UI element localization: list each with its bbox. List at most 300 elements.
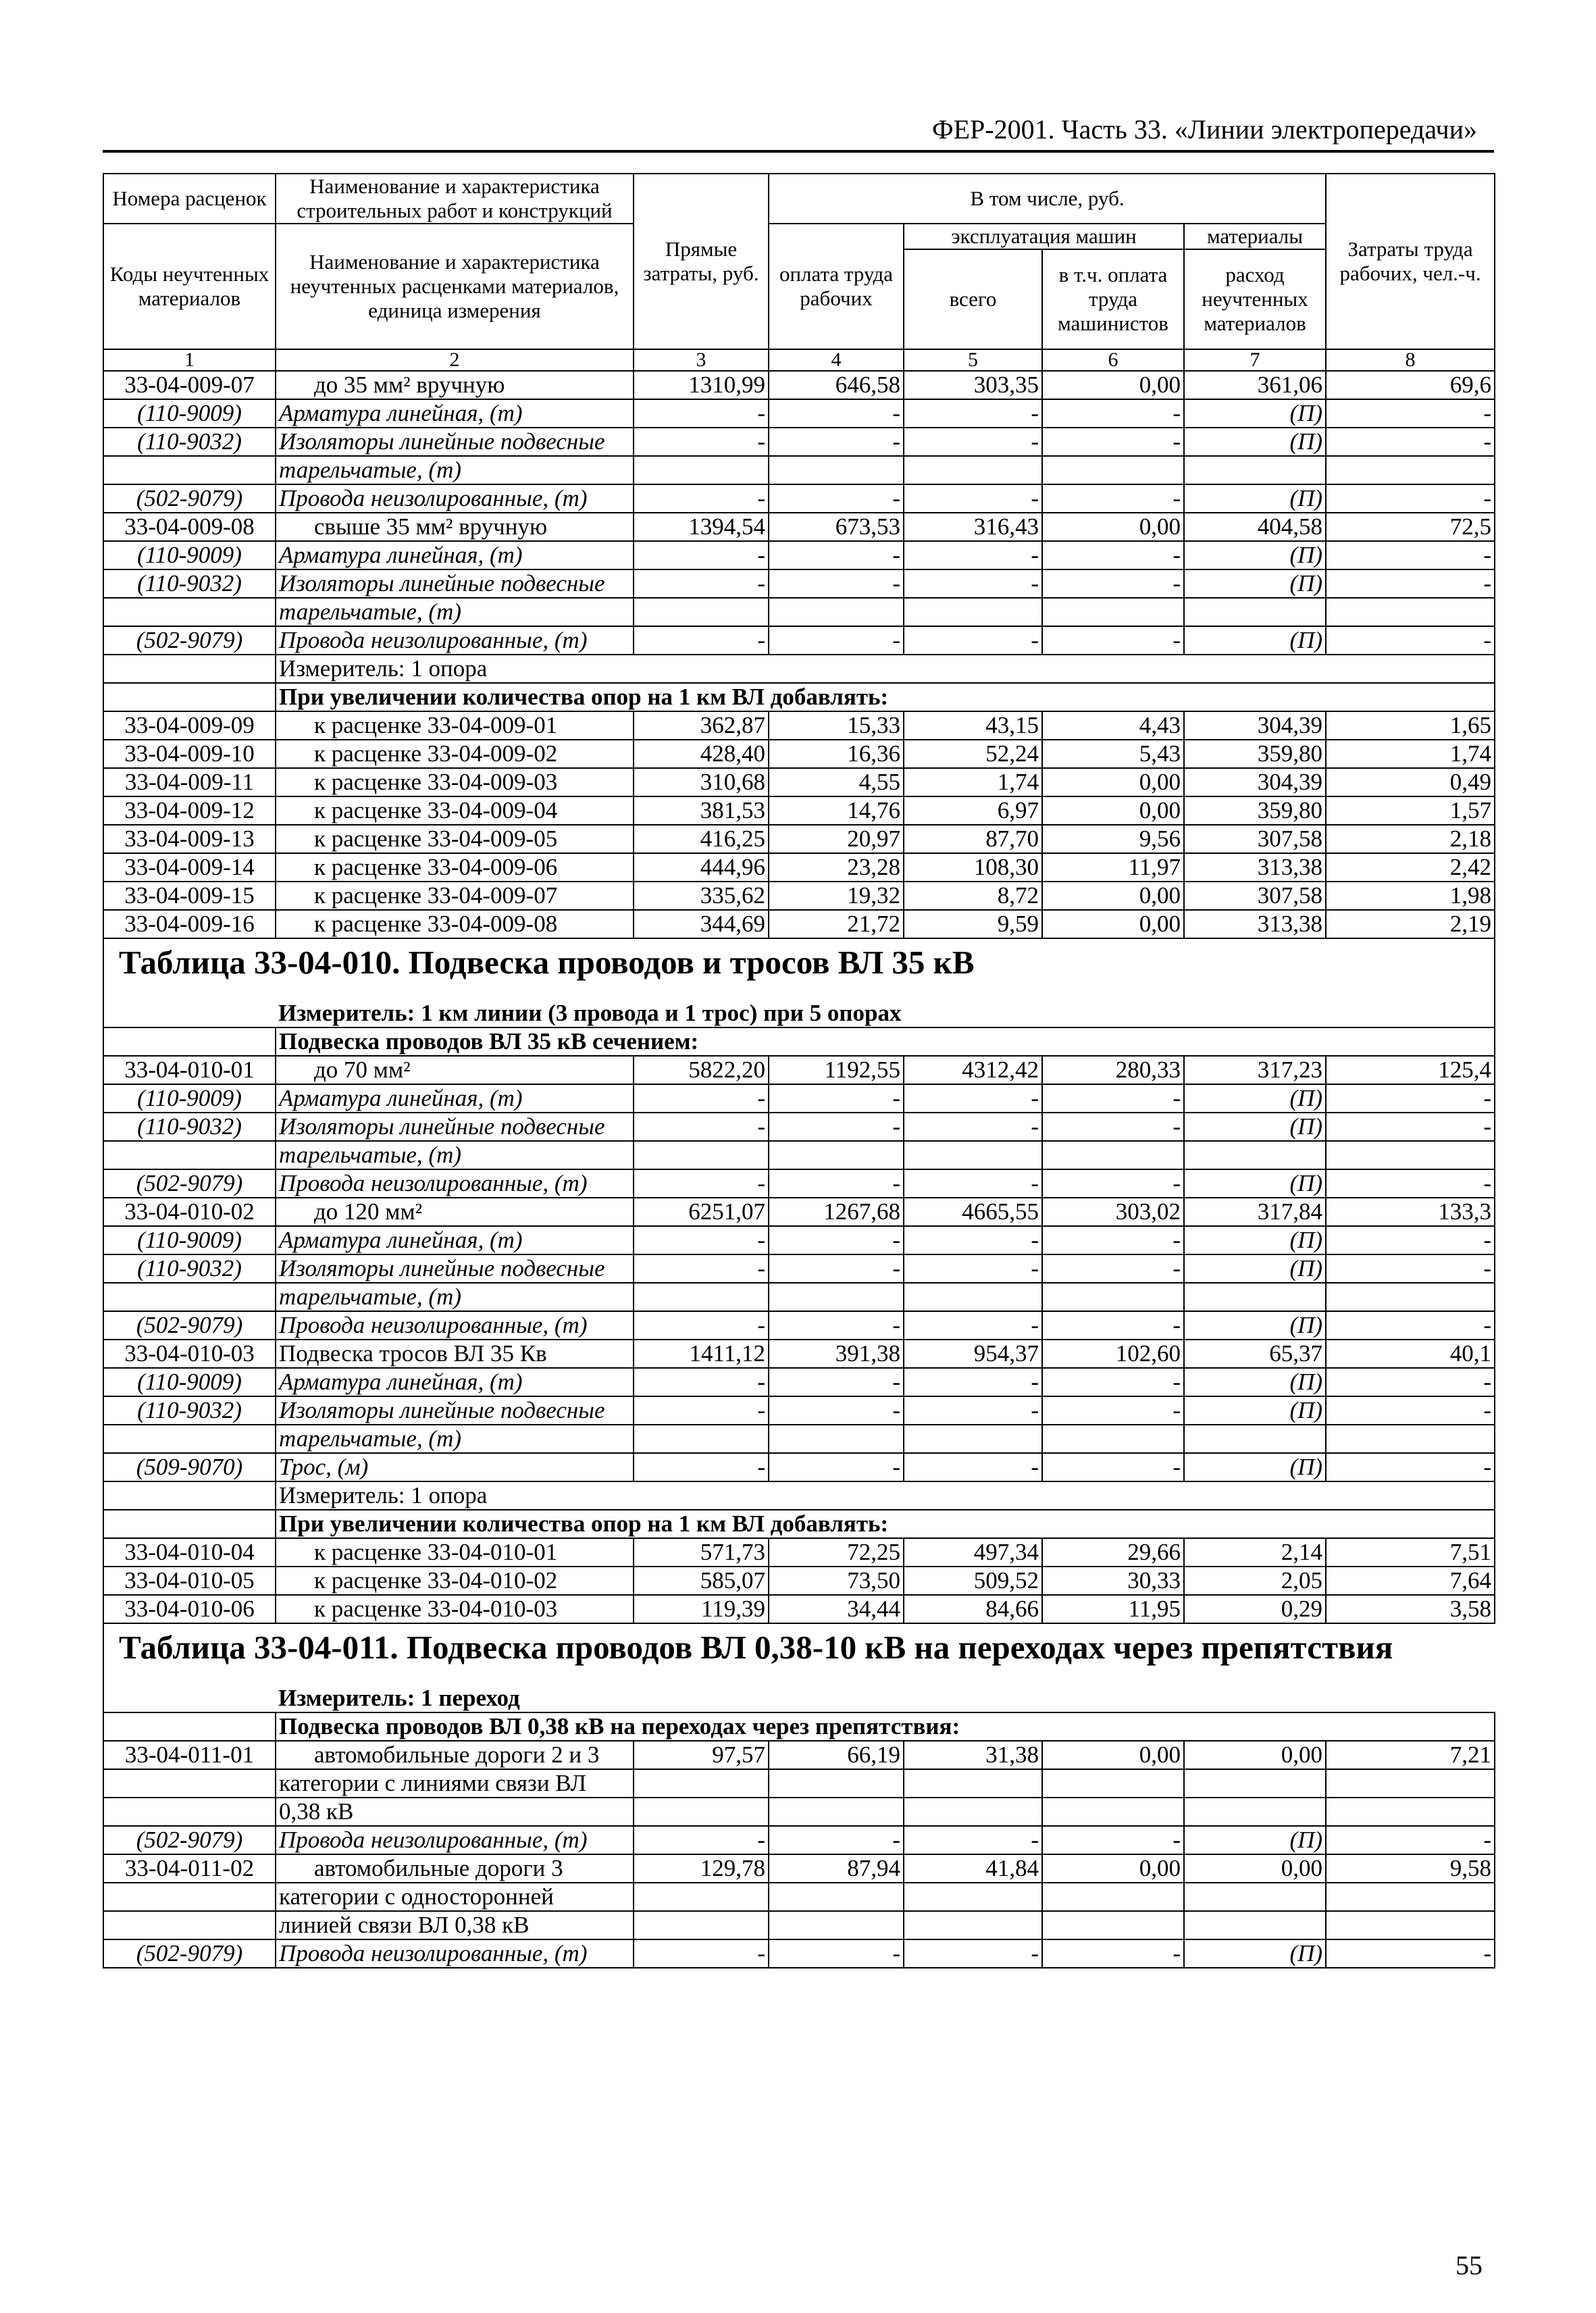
col-head-labor-cost: Затраты труда рабочих, чел.-ч. (1326, 174, 1495, 349)
materials-cost: 307,58 (1184, 825, 1326, 853)
material-flag: (П) (1184, 1113, 1326, 1141)
rate-name-cont: категории с линиями связи ВЛ (276, 1769, 634, 1798)
rate-code: 33-04-010-01 (103, 1056, 276, 1084)
rate-code: 33-04-011-02 (103, 1854, 276, 1883)
material-row (103, 1453, 1495, 1481)
material-flag: (П) (1184, 1254, 1326, 1283)
rate-name: к расценке 33-04-009-03 (276, 768, 634, 796)
material-name: Провода неизолированные, (т) (276, 1169, 634, 1198)
table-row (103, 853, 1495, 882)
labor-hours: 3,58 (1326, 1595, 1495, 1623)
labor-pay: 673,53 (769, 513, 904, 541)
machines-total: 108,30 (904, 853, 1042, 882)
materials-cost: 361,06 (1184, 371, 1326, 399)
rate-code: 33-04-009-12 (103, 796, 276, 825)
dash: - (769, 1311, 904, 1340)
table-row (103, 882, 1495, 910)
col-head-direct: Прямые затраты, руб. (634, 174, 769, 349)
material-row (103, 1826, 1495, 1854)
machinists-pay: 9,56 (1042, 825, 1184, 853)
table-title: Таблица 33-04-011. Подвеска проводов ВЛ 0,38-10 кВ на переходах через препятствия (103, 1623, 1495, 1685)
table-row (103, 1056, 1495, 1084)
dash: - (634, 1368, 769, 1396)
measurement-unit: Измеритель: 1 опора (276, 655, 1495, 683)
col-head-name-bottom: Наименование и характеристика неучтенных расценками материалов, единица измерения (276, 224, 634, 349)
table-row (103, 740, 1495, 768)
direct-cost: 5822,20 (634, 1056, 769, 1084)
dash: - (1326, 1311, 1495, 1340)
dash: - (1326, 1939, 1495, 1968)
dash: - (904, 626, 1042, 655)
material-row (103, 1939, 1495, 1968)
table-row (103, 1595, 1495, 1623)
dash: - (1326, 1396, 1495, 1425)
material-code: (502-9079) (103, 1826, 276, 1854)
labor-pay: 73,50 (769, 1567, 904, 1595)
direct-cost: 335,62 (634, 882, 769, 910)
dash: - (769, 1396, 904, 1425)
rate-name: к расценке 33-04-009-02 (276, 740, 634, 768)
labor-pay: 72,25 (769, 1538, 904, 1567)
materials-cost: 317,23 (1184, 1056, 1326, 1084)
table-row (103, 1198, 1495, 1226)
machines-total: 497,34 (904, 1538, 1042, 1567)
materials-cost: 304,39 (1184, 711, 1326, 740)
material-name: Провода неизолированные, (т) (276, 484, 634, 513)
dash: - (769, 541, 904, 569)
rate-code: 33-04-010-06 (103, 1595, 276, 1623)
dash: - (1326, 1453, 1495, 1481)
material-flag: (П) (1184, 1084, 1326, 1113)
direct-cost: 381,53 (634, 796, 769, 825)
machinists-pay: 0,00 (1042, 371, 1184, 399)
direct-cost: 1411,12 (634, 1340, 769, 1368)
labor-hours: 1,74 (1326, 740, 1495, 768)
col-head-code-top: Номера расценок (103, 174, 276, 224)
dash: - (1042, 1396, 1184, 1425)
materials-cost: 359,80 (1184, 740, 1326, 768)
material-name: Трос, (м) (276, 1453, 634, 1481)
machinists-pay: 11,97 (1042, 853, 1184, 882)
section-heading: Подвеска проводов ВЛ 35 кВ сечением: (276, 1027, 1495, 1056)
dash: - (1042, 1368, 1184, 1396)
measurement-unit: Измеритель: 1 опора (276, 1481, 1495, 1510)
labor-pay: 4,55 (769, 768, 904, 796)
dash: - (1042, 1826, 1184, 1854)
dash: - (904, 1113, 1042, 1141)
materials-cost: 313,38 (1184, 853, 1326, 882)
material-name: Провода неизолированные, (т) (276, 1826, 634, 1854)
rate-code: 33-04-010-02 (103, 1198, 276, 1226)
dash: - (634, 1169, 769, 1198)
materials-cost: 65,37 (1184, 1340, 1326, 1368)
labor-pay: 21,72 (769, 910, 904, 938)
rate-code: 33-04-009-15 (103, 882, 276, 910)
labor-pay: 20,97 (769, 825, 904, 853)
labor-hours: 7,51 (1326, 1538, 1495, 1567)
material-code: (110-9009) (103, 541, 276, 569)
materials-cost: 0,00 (1184, 1741, 1326, 1769)
dash: - (904, 1226, 1042, 1254)
machines-total: 52,24 (904, 740, 1042, 768)
rate-name: к расценке 33-04-009-06 (276, 853, 634, 882)
materials-cost: 304,39 (1184, 768, 1326, 796)
material-code: (502-9079) (103, 484, 276, 513)
measurement-text: Измеритель: 1 км линии (3 провода и 1 трос) при 5 опорах (278, 1000, 902, 1026)
dash: - (1326, 1084, 1495, 1113)
material-code: (110-9032) (103, 569, 276, 598)
measurement-unit (276, 1685, 1495, 1712)
rate-name: к расценке 33-04-010-03 (276, 1595, 634, 1623)
dash: - (634, 1939, 769, 1968)
material-name-cont: тарельчатые, (т) (276, 456, 634, 484)
labor-pay: 87,94 (769, 1854, 904, 1883)
rate-code: 33-04-010-04 (103, 1538, 276, 1567)
material-row (103, 1254, 1495, 1283)
material-name-cont: тарельчатые, (т) (276, 598, 634, 626)
col-head-materials-sub: расход неучтенных материалов (1184, 249, 1326, 349)
section-heading: При увеличении количества опор на 1 км ВЛ добавлять: (276, 683, 1495, 711)
col-number: 2 (276, 349, 634, 371)
material-name: Провода неизолированные, (т) (276, 1311, 634, 1340)
material-flag: (П) (1184, 428, 1326, 456)
direct-cost: 444,96 (634, 853, 769, 882)
machinists-pay: 303,02 (1042, 1198, 1184, 1226)
dash: - (904, 1939, 1042, 1968)
rate-name: автомобильные дороги 2 и 3 (276, 1741, 634, 1769)
labor-hours: 133,3 (1326, 1198, 1495, 1226)
machinists-pay: 280,33 (1042, 1056, 1184, 1084)
material-name: Изоляторы линейные подвесные (276, 1254, 634, 1283)
col-head-machines: эксплуатация машин (904, 224, 1184, 249)
material-code: (110-9009) (103, 1084, 276, 1113)
price-table-sheet (103, 173, 1494, 1968)
col-number: 7 (1184, 349, 1326, 371)
dash: - (634, 541, 769, 569)
machinists-pay: 0,00 (1042, 882, 1184, 910)
material-code: (110-9032) (103, 1396, 276, 1425)
labor-hours: 7,64 (1326, 1567, 1495, 1595)
material-flag: (П) (1184, 569, 1326, 598)
material-row (103, 1169, 1495, 1198)
dash: - (904, 1084, 1042, 1113)
material-flag: (П) (1184, 1396, 1326, 1425)
rate-code: 33-04-009-16 (103, 910, 276, 938)
materials-cost: 404,58 (1184, 513, 1326, 541)
dash: - (904, 569, 1042, 598)
dash: - (904, 1254, 1042, 1283)
material-row (103, 399, 1495, 428)
rate-name: к расценке 33-04-009-08 (276, 910, 634, 938)
dash: - (769, 626, 904, 655)
material-name: Арматура линейная, (т) (276, 399, 634, 428)
dash: - (1326, 1368, 1495, 1396)
labor-pay: 391,38 (769, 1340, 904, 1368)
header-rule (103, 150, 1494, 153)
material-flag: (П) (1184, 1226, 1326, 1254)
dash: - (904, 1368, 1042, 1396)
material-row (103, 1113, 1495, 1141)
dash: - (634, 626, 769, 655)
material-flag: (П) (1184, 1368, 1326, 1396)
dash: - (1326, 569, 1495, 598)
direct-cost: 97,57 (634, 1741, 769, 1769)
direct-cost: 6251,07 (634, 1198, 769, 1226)
labor-pay: 66,19 (769, 1741, 904, 1769)
running-header: ФЕР-2001. Часть 33. «Линии электропередачи» (932, 114, 1478, 145)
dash: - (634, 1226, 769, 1254)
dash: - (1042, 626, 1184, 655)
col-head-materials: материалы (1184, 224, 1326, 249)
rate-code: 33-04-009-09 (103, 711, 276, 740)
table-row (103, 371, 1495, 399)
dash: - (1326, 1169, 1495, 1198)
table-row (103, 1567, 1495, 1595)
machines-total: 316,43 (904, 513, 1042, 541)
direct-cost: 571,73 (634, 1538, 769, 1567)
machinists-pay: 5,43 (1042, 740, 1184, 768)
labor-hours: 1,98 (1326, 882, 1495, 910)
dash: - (1326, 1113, 1495, 1141)
labor-hours: 1,57 (1326, 796, 1495, 825)
table-row (103, 1741, 1495, 1769)
price-table (103, 173, 1495, 1968)
machinists-pay: 0,00 (1042, 1741, 1184, 1769)
material-name: Арматура линейная, (т) (276, 1084, 634, 1113)
labor-pay: 1192,55 (769, 1056, 904, 1084)
labor-pay: 15,33 (769, 711, 904, 740)
materials-cost: 0,00 (1184, 1854, 1326, 1883)
material-flag: (П) (1184, 399, 1326, 428)
materials-cost: 2,14 (1184, 1538, 1326, 1567)
material-code: (502-9079) (103, 1311, 276, 1340)
materials-cost: 313,38 (1184, 910, 1326, 938)
col-head-incl: В том числе, руб. (769, 174, 1326, 224)
machinists-pay: 4,43 (1042, 711, 1184, 740)
dash: - (634, 428, 769, 456)
labor-hours: 9,58 (1326, 1854, 1495, 1883)
material-name: Изоляторы линейные подвесные (276, 569, 634, 598)
material-row (103, 1084, 1495, 1113)
material-code: (110-9032) (103, 428, 276, 456)
dash: - (1326, 626, 1495, 655)
dash: - (1042, 541, 1184, 569)
material-flag: (П) (1184, 541, 1326, 569)
dash: - (1042, 569, 1184, 598)
machines-total: 4312,42 (904, 1056, 1042, 1084)
rate-code: 33-04-011-01 (103, 1741, 276, 1769)
materials-cost: 359,80 (1184, 796, 1326, 825)
dash: - (634, 1254, 769, 1283)
dash: - (1042, 1453, 1184, 1481)
material-name-cont: тарельчатые, (т) (276, 1425, 634, 1453)
material-flag: (П) (1184, 1826, 1326, 1854)
material-row (103, 1311, 1495, 1340)
dash: - (1042, 399, 1184, 428)
material-name: Провода неизолированные, (т) (276, 1939, 634, 1968)
material-code: (110-9009) (103, 1368, 276, 1396)
labor-pay: 19,32 (769, 882, 904, 910)
labor-pay: 23,28 (769, 853, 904, 882)
rate-name-cont: линией связи ВЛ 0,38 кВ (276, 1911, 634, 1939)
material-row (103, 1396, 1495, 1425)
machinists-pay: 102,60 (1042, 1340, 1184, 1368)
material-row (103, 541, 1495, 569)
direct-cost: 119,39 (634, 1595, 769, 1623)
machines-total: 41,84 (904, 1854, 1042, 1883)
dash: - (769, 1226, 904, 1254)
material-flag: (П) (1184, 1169, 1326, 1198)
dash: - (904, 399, 1042, 428)
labor-pay: 1267,68 (769, 1198, 904, 1226)
dash: - (1042, 1226, 1184, 1254)
measurement-text: Измеритель: 1 переход (278, 1685, 520, 1711)
labor-hours: 40,1 (1326, 1340, 1495, 1368)
rate-name: к расценке 33-04-009-04 (276, 796, 634, 825)
col-head-name-top: Наименование и характеристика строительных работ и конструкций (276, 174, 634, 224)
material-name: Изоляторы линейные подвесные (276, 428, 634, 456)
dash: - (1326, 1826, 1495, 1854)
machines-total: 9,59 (904, 910, 1042, 938)
dash: - (769, 1368, 904, 1396)
section-heading: При увеличении количества опор на 1 км ВЛ добавлять: (276, 1510, 1495, 1538)
table-row (103, 768, 1495, 796)
dash: - (904, 1453, 1042, 1481)
dash: - (1042, 1939, 1184, 1968)
material-flag: (П) (1184, 1311, 1326, 1340)
col-head-machinists: в т.ч. оплата труда машинистов (1042, 249, 1184, 349)
dash: - (904, 1826, 1042, 1854)
table-row (103, 711, 1495, 740)
table-row (103, 825, 1495, 853)
dash: - (904, 1396, 1042, 1425)
labor-pay: 14,76 (769, 796, 904, 825)
rate-name-cont: категории с односторонней (276, 1883, 634, 1911)
dash: - (1042, 1254, 1184, 1283)
material-code: (502-9079) (103, 626, 276, 655)
rate-code: 33-04-009-10 (103, 740, 276, 768)
col-number: 4 (769, 349, 904, 371)
direct-cost: 428,40 (634, 740, 769, 768)
rate-name: свыше 35 мм² вручную (276, 513, 634, 541)
dash: - (904, 541, 1042, 569)
dash: - (904, 484, 1042, 513)
labor-hours: 0,49 (1326, 768, 1495, 796)
table-row (103, 910, 1495, 938)
page-number: 55 (1456, 2250, 1483, 2281)
dash: - (769, 484, 904, 513)
material-code: (110-9009) (103, 1226, 276, 1254)
labor-hours: 125,4 (1326, 1056, 1495, 1084)
machinists-pay: 0,00 (1042, 513, 1184, 541)
col-number: 5 (904, 349, 1042, 371)
material-row (103, 1368, 1495, 1396)
machines-total: 303,35 (904, 371, 1042, 399)
machines-total: 87,70 (904, 825, 1042, 853)
materials-cost: 317,84 (1184, 1198, 1326, 1226)
dash: - (904, 1311, 1042, 1340)
dash: - (634, 1084, 769, 1113)
rate-name: автомобильные дороги 3 (276, 1854, 634, 1883)
material-code: (110-9032) (103, 1113, 276, 1141)
material-flag: (П) (1184, 484, 1326, 513)
material-code: (509-9070) (103, 1453, 276, 1481)
dash: - (1042, 1113, 1184, 1141)
dash: - (904, 428, 1042, 456)
material-row (103, 569, 1495, 598)
materials-cost: 2,05 (1184, 1567, 1326, 1595)
material-flag: (П) (1184, 1939, 1326, 1968)
rate-code: 33-04-009-07 (103, 371, 276, 399)
dash: - (1326, 428, 1495, 456)
material-code: (110-9009) (103, 399, 276, 428)
dash: - (634, 569, 769, 598)
material-row (103, 626, 1495, 655)
material-name: Арматура линейная, (т) (276, 1368, 634, 1396)
table-row (103, 1854, 1495, 1883)
direct-cost: 416,25 (634, 825, 769, 853)
machinists-pay: 0,00 (1042, 910, 1184, 938)
machines-total: 8,72 (904, 882, 1042, 910)
material-name-cont: тарельчатые, (т) (276, 1141, 634, 1169)
material-name-cont: тарельчатые, (т) (276, 1283, 634, 1311)
rate-name-cont: 0,38 кВ (276, 1798, 634, 1826)
rate-name: к расценке 33-04-010-01 (276, 1538, 634, 1567)
rate-name: к расценке 33-04-009-05 (276, 825, 634, 853)
material-code: (110-9032) (103, 1254, 276, 1283)
material-name: Арматура линейная, (т) (276, 1226, 634, 1254)
dash: - (769, 1939, 904, 1968)
machinists-pay: 29,66 (1042, 1538, 1184, 1567)
labor-hours: 2,42 (1326, 853, 1495, 882)
machines-total: 84,66 (904, 1595, 1042, 1623)
measurement-unit (276, 1000, 1495, 1027)
dash: - (634, 1826, 769, 1854)
col-head-code-bottom: Коды неучтенных материалов (103, 224, 276, 349)
material-code: (502-9079) (103, 1169, 276, 1198)
material-name: Изоляторы линейные подвесные (276, 1396, 634, 1425)
rate-code: 33-04-009-14 (103, 853, 276, 882)
material-flag: (П) (1184, 1453, 1326, 1481)
dash: - (769, 569, 904, 598)
col-number: 6 (1042, 349, 1184, 371)
materials-cost: 307,58 (1184, 882, 1326, 910)
dash: - (1326, 484, 1495, 513)
dash: - (1326, 1254, 1495, 1283)
machines-total: 4665,55 (904, 1198, 1042, 1226)
machines-total: 43,15 (904, 711, 1042, 740)
dash: - (769, 1453, 904, 1481)
labor-hours: 1,65 (1326, 711, 1495, 740)
material-row (103, 484, 1495, 513)
direct-cost: 362,87 (634, 711, 769, 740)
labor-hours: 2,18 (1326, 825, 1495, 853)
labor-hours: 7,21 (1326, 1741, 1495, 1769)
material-code: (502-9079) (103, 1939, 276, 1968)
dash: - (1042, 1311, 1184, 1340)
rate-name: до 35 мм² вручную (276, 371, 634, 399)
material-name: Арматура линейная, (т) (276, 541, 634, 569)
material-name: Изоляторы линейные подвесные (276, 1113, 634, 1141)
rate-code: 33-04-009-11 (103, 768, 276, 796)
dash: - (1042, 1084, 1184, 1113)
labor-pay: 646,58 (769, 371, 904, 399)
direct-cost: 1310,99 (634, 371, 769, 399)
table-row (103, 796, 1495, 825)
rate-name: до 120 мм² (276, 1198, 634, 1226)
labor-hours: 69,6 (1326, 371, 1495, 399)
machinists-pay: 0,00 (1042, 1854, 1184, 1883)
